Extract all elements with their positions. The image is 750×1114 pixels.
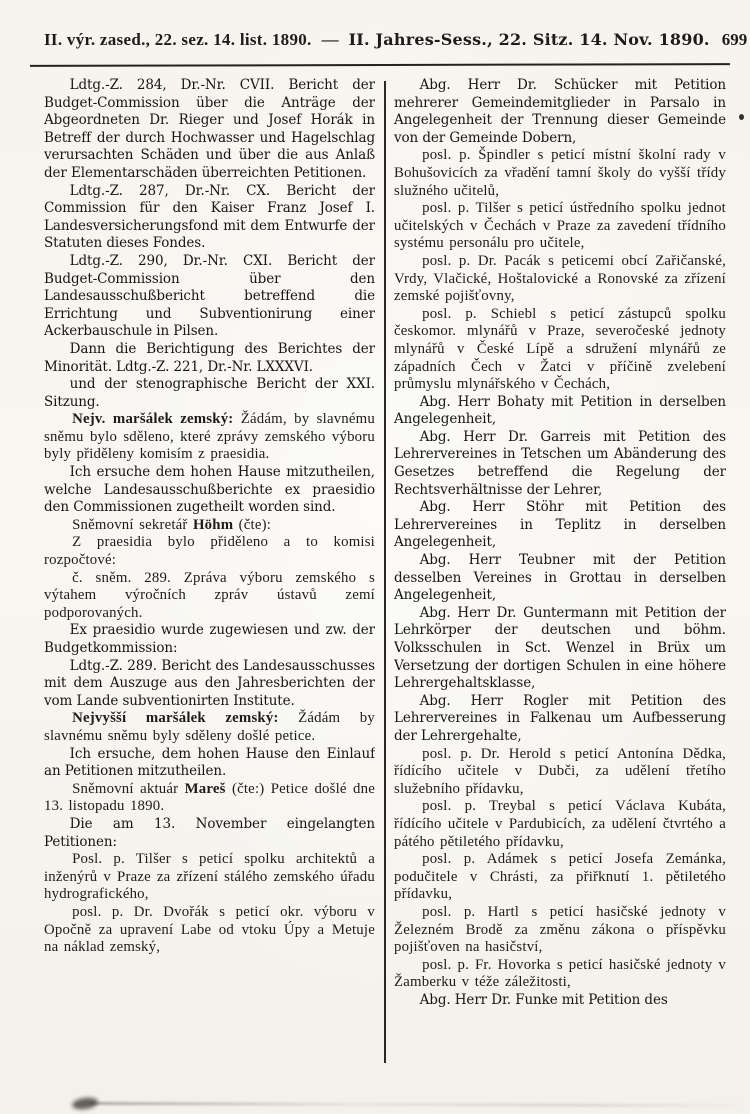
- paragraph: [394, 552, 726, 605]
- running-header: [44, 30, 748, 50]
- paragraph: [394, 306, 726, 394]
- paragraph-text: Ldtg.-Z. 287, Dr.-Nr. CX. Bericht der Commission für den Kaiser Franz Josef I. Landesversicherungsfond mit dem Entwurfe der Statuten dieses Fondes.: [44, 182, 375, 252]
- paragraph-text: Abg. Herr Dr. Funke mit Petition des: [419, 991, 668, 1008]
- paragraph-text: (čte:) Petice došlé dne 13. listopadu 1890.: [44, 780, 375, 815]
- paragraph: [44, 746, 375, 781]
- paragraph-text: und der stenographische Bericht der XXI. Sitzung.: [44, 376, 375, 410]
- paragraph: [394, 851, 726, 904]
- paragraph: [44, 570, 375, 623]
- paragraph: [394, 429, 726, 499]
- paragraph-text: Žádám, by slavnému sněmu bylo sděleno, které zprávy zemského výboru byly přiděleny komisím z praesidia.: [44, 411, 375, 463]
- paragraph: [44, 341, 375, 376]
- paragraph: [44, 77, 375, 183]
- ink-speck-artifact: [739, 114, 744, 120]
- paragraph: [44, 253, 375, 341]
- paragraph-text: Die am 13. November eingelangten Petitionen:: [44, 815, 375, 850]
- paragraph-text: posl. p. Hartl s peticí hasičské jednoty v Železném Brodě za změnu zákona o příspěvku pojišťoven na hasičství,: [394, 903, 726, 956]
- paragraph-text: Ex praesidio wurde zugewiesen und zw. der Budgetkommission:: [44, 622, 375, 656]
- paragraph: [44, 517, 375, 535]
- paragraph: [394, 693, 726, 746]
- column-divider: [384, 81, 386, 1063]
- paragraph: [394, 394, 726, 429]
- paragraph-text: Abg. Herr Teubner mit der Petition desselben Vereines in Grottau in derselben Angelegenheit,: [394, 552, 726, 604]
- paragraph-text: posl. p. Špindler s peticí místní školní rady v Bohušovicích za vřadění tamní školy do vyšší třídy služného učitelů,: [394, 147, 726, 199]
- paragraph-text: Abg. Herr Dr. Garreis mit Petition des Lehrervereines in Tetschen um Abänderung des Gesetzes betreffend die Regelung der Rechtsverhältnisse der Lehrer,: [394, 428, 726, 498]
- paragraph: [44, 534, 375, 569]
- paragraph: [394, 904, 726, 957]
- paragraph-text: posl. p. Dr. Herold s peticí Antonína Dědka, řídícího učitele v Dubči, za udělení třetího služebního přídavku,: [394, 745, 726, 797]
- paragraph: [44, 781, 375, 816]
- paragraph-text: Abg. Herr Dr. Schücker mit Petition mehrerer Gemeindemitglieder in Parsalo in Angelegenheit der Trennung dieser Gemeinde von der Gemeinde Dobern,: [394, 77, 726, 146]
- paragraph: [44, 904, 375, 957]
- paragraph: [394, 253, 726, 306]
- paragraph-text: Ich ersuche, dem hohen Hause den Einlauf an Petitionen mitzutheilen.: [44, 745, 375, 780]
- paragraph-text: Abg. Herr Stöhr mit Petition des Lehrervereines in Teplitz in derselben Angelegenheit,: [394, 499, 726, 551]
- right-column: [394, 77, 726, 1067]
- header-rule: [30, 63, 730, 67]
- paragraph-text: posl. p. Fr. Hovorka s peticí hasičské jednoty v Žamberku v téže záležitosti,: [394, 956, 726, 991]
- paragraph: [394, 746, 726, 799]
- paragraph-text: Ldtg.-Z. 284, Dr.-Nr. CVII. Bericht der Budget-Commission über die Anträge der Abgeordneten Dr. Rieger und Josef Horák in Betreff der durch Hochwasser und Hagelschlag verursachten Schäden und über die aus Anlaß der Elementarschäden überreichten Petitionen.: [44, 77, 375, 181]
- paragraph-text: posl. p. Tilšer s peticí ústředního spolku jednot učitelských v Čechách v Praze za zavedení třídního systému personálu pro učitele,: [394, 200, 726, 252]
- paragraph-text: Abg. Herr Rogler mit Petition des Lehrervereines in Falkenau um Aufbesserung der Lehrergehalte,: [394, 692, 726, 744]
- header-dash: —: [321, 30, 339, 49]
- paragraph-text: Sněmovní aktuár: [72, 780, 185, 797]
- header-session-czech: II. výr. zased., 22. sez. 14. list. 1890.: [44, 30, 312, 49]
- paragraph-text: Ldtg.-Z. 289. Bericht des Landesausschusses mit dem Auszuge aus den Jahresberichten der vom Lande subventionirten Institute.: [44, 657, 375, 709]
- paragraph-text: č. sněm. 289. Zpráva výboru zemského s výtahem výročních zpráv ústavů zemí podporovaných.: [44, 569, 375, 621]
- paragraph-text: Dann die Berichtigung des Berichtes der Minorität. Ldtg.-Z. 221, Dr.-Nr. LXXXVI.: [44, 340, 375, 375]
- paragraph-text: Posl. p. Tilšer s peticí spolku architektů a inženýrů v Praze za zřízení stálého zemského úřadu hydrografického,: [44, 851, 375, 903]
- paragraph: [44, 183, 375, 253]
- speaker-name: Nejv. maršálek zemský:: [72, 411, 241, 428]
- paragraph-text: posl. p. Treybal s peticí Václava Kubáta, řídícího učitele v Pardubicích, za udělení čtvrtého a pátého pětiletého přídavku,: [394, 798, 726, 850]
- paragraph-text: Abg. Herr Dr. Guntermann mit Petition der Lehrkörper der deutschen und böhm. Volksschulen in Sct. Wenzel in Brüx um Versetzung der dortigen Schulen in eine höhere Lehrergehaltsklasse,: [394, 604, 726, 692]
- paragraph: [44, 622, 375, 657]
- paragraph: [44, 816, 375, 851]
- paragraph-text: Abg. Herr Bohaty mit Petition in derselben Angelegenheit,: [394, 393, 726, 428]
- paragraph-text: Ich ersuche dem hohen Hause mitzutheilen, welche Landesausschußberichte ex praesidio den Commissionen zugetheilt worden sind.: [44, 464, 375, 516]
- paragraph: [44, 851, 375, 904]
- paragraph: [44, 464, 375, 517]
- paragraph: [44, 411, 375, 464]
- speaker-name: Mareš: [184, 780, 226, 797]
- paragraph-text: Žádám by slavnému sněmu byly sděleny došlé petice.: [44, 710, 375, 744]
- paragraph-text: posl. p. Dr. Dvořák s peticí okr. výboru v Opočně za upravení Labe od vtoku Úpy a Metuje na náklad zemský,: [44, 903, 375, 956]
- paragraph: [394, 147, 726, 200]
- paragraph-text: (čte):: [233, 516, 272, 533]
- paragraph: [394, 77, 726, 147]
- speaker-name: Nejvyšší maršálek zemský:: [72, 710, 299, 727]
- paragraph: [44, 658, 375, 711]
- paragraph-text: posl. p. Dr. Pacák s peticemi obcí Zařičanské, Vrdy, Vlačické, Hoštalovické a Ronovské za zřízení zemské pojišťovny,: [394, 252, 726, 305]
- page-number: 699: [721, 30, 748, 49]
- paragraph: [394, 200, 726, 253]
- paragraph: [44, 710, 375, 745]
- scan-streak-artifact: [90, 1102, 740, 1107]
- speaker-name: Höhm: [192, 516, 234, 533]
- paragraph-text: posl. p. Adámek s peticí Josefa Zemánka, podučitele v Chrásti, za přiřknutí 1. pětiletého přídavku,: [394, 851, 726, 903]
- paragraph: [44, 376, 375, 411]
- paragraph: [394, 499, 726, 552]
- paragraph-text: Sněmovní sekretář: [72, 516, 193, 533]
- paragraph: [394, 957, 726, 992]
- paragraph: [394, 992, 726, 1010]
- paragraph: [394, 798, 726, 851]
- paragraph-text: posl. p. Schiebl s peticí zástupců spolku českomor. mlynářů v Praze, severočeské jednoty mlynářů v České Lípě a sdružení mlynářů ze západních Čech v Žatci v příčině zvelebení průmyslu mlynářského v Čechách,: [394, 305, 726, 393]
- header-session-german: II. Jahres-Sess., 22. Sitz. 14. Nov. 1890.: [348, 30, 710, 49]
- paragraph-text: Z praesidia bylo přiděleno a to komisi rozpočtové:: [44, 534, 375, 569]
- text-body: [44, 77, 726, 1067]
- paragraph-text: Ldtg.-Z. 290, Dr.-Nr. CXI. Bericht der Budget-Commission über den Landesausschußbericht betreffend die Errichtung und Subventionirung einer Ackerbauschule in Pilsen.: [44, 252, 375, 340]
- left-column: [44, 77, 375, 1067]
- paragraph: [394, 605, 726, 693]
